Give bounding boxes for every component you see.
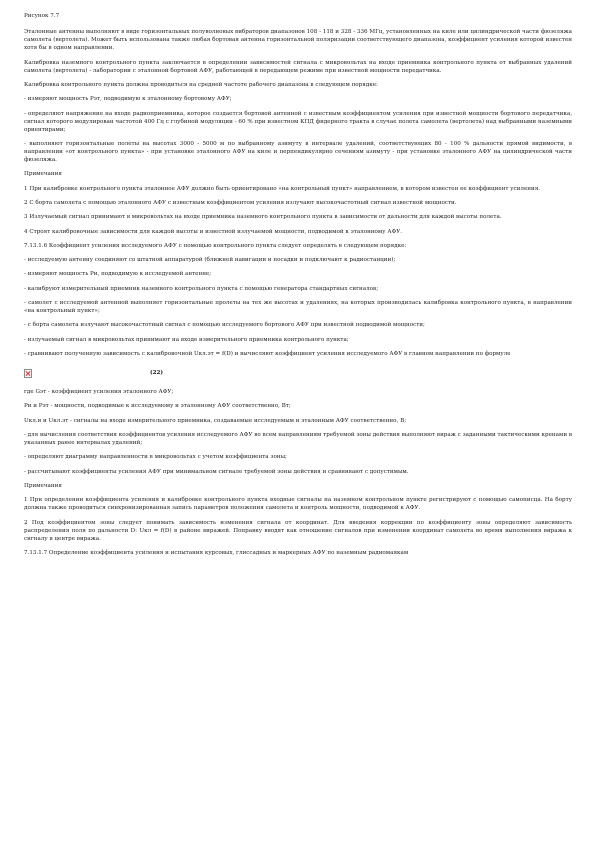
list-item: - определяют напряжение на входе радиоприемника, которое создается бортовой антенной с известным коэффициентом усиления при известной мощности бортового передатчика, сигнал которого модулирован частотой 400 Гц с глубиной модуляции - 60 % при известном КПД фидерного тракта в случае полета самолета (вертолета) над выбранными наземными ориентирами; [24, 110, 572, 133]
list-item: - самолет с исследуемой антенной выполняет горизонтальные пролеты на тех же высотах и удалениях, на которых производилась калибровка контрольного пункта, в направлении «на контрольный пункт»; [24, 299, 572, 315]
definition: Pи и Pэт - мощности, подводимые к исследуемому и эталонному АФУ соответственно, Вт; [24, 403, 291, 410]
list-item: - сравнивают полученную зависимость с калибровочной Uкл.эт = f(D) и вычисляют коэффициент усиления исследуемого АФУ в главном направлении по формуле [24, 350, 511, 357]
figure-caption: Рисунок 7.7 [24, 13, 60, 19]
note-item: 2 С борта самолета с помощью эталонного АФУ с известным коэффициентом усиления излучают высокочастотный сигнал известной мощности. [24, 200, 457, 206]
list-item: - калибруют измерительный приемник наземного контрольного пункта с помощью генератора стандартных сигналов; [24, 285, 379, 292]
note-item: 1 При определении коэффициента усиления и калибровке контрольного пункта входные сигналы на наземном контрольном пункте регистрируют с помощью самописца. На борту должна также проводиться синхронизированная запись параметров положения самолета и контроль мощности, подводимой к АФУ. [24, 497, 572, 512]
paragraph: Калибровка контрольного пункта должна проводиться на средней частоте рабочего диапазона в следующем порядке: [24, 81, 378, 88]
list-item: - излучаемый сигнал в микровольтах принимают на входе измерительного приемника контрольного пункта; [24, 336, 349, 343]
paragraph: Эталонные антенны выполняют в виде горизонтальных полуволновых вибраторов диапазонов 108 - 118 и 328 - 336 МГц, установленных на киле или цилиндрической части фюзеляжа самолета (вертолета). Может быть использована также любая бортовая антенна горизонтальной поляризации соответствующего диапазона, коэффициент усиления которой известен хотя бы в одном направлении. [24, 29, 572, 52]
paragraph: Калибровка наземного контрольного пункта заключается в определении зависимостей сигнала с микровольтах на входе приемника контрольного пункта от выбранных удалений самолета (вертолета) - лаборатории с эталонной бортовой АФУ, работающей в передающем режиме при известной мощности передатчика. [24, 59, 572, 74]
list-item: - измеряют мощность Pэт, подводимую к эталонному бортовому АФУ; [24, 96, 232, 103]
note-item: 1 При калибровке контрольного пункта эталонное АФУ должно быть ориентировано «на контрольный пункт» направлением, в котором известен ее коэффициент усиления. [24, 185, 541, 192]
list-item: - с борта самолета излучают высокочастотный сигнал с помощью исследуемого бортового АФУ при известной подводимой мощности; [24, 322, 425, 329]
notes-heading: Примечания [24, 171, 62, 178]
notes-heading: Примечания [24, 482, 62, 489]
list-item: - исследуемую антенну соединяют со штатной аппаратурой (ближней навигации и посадки и подключают к радиостанции); [24, 257, 396, 264]
formula-row [24, 364, 572, 382]
list-item: - рассчитывают коэффициенты усиления АФУ при минимальном сигнале требуемой зоны действия и сравнивают с допустимым. [24, 468, 409, 475]
broken-image-icon [24, 369, 32, 378]
section-paragraph: 7.13.1.7 Определение коэффициента усиления и испытания курсовых, глиссадных и маркерных АФУ по наземным радиомаякам [24, 550, 409, 557]
definition: где Gэт - коэффициент усиления эталонного АФУ; [24, 389, 174, 396]
equation-number: (22) [150, 370, 164, 377]
note-item: 3 Излучаемый сигнал принимают в микровольтах на входе приемника наземного контрольного пункта в зависимости от дальности для каждой высоты полета. [24, 214, 502, 221]
list-item: - определяют диаграмму направленности в микровольтах с учетом коэффициента зоны; [24, 454, 287, 461]
document-page [24, 12, 572, 563]
note-item: 2 Под коэффициентом зоны следует понимать зависимость изменения сигнала от координат. Для введения коррекции по коэффициенту зоны определяют зависимость распределения поля по дальности D: Uкл = f(D) в районе виражей. Поправку вводят как отношение сигналов при изменении координат самолета во время выполнения виража к сигналу в центре виража. [24, 519, 572, 542]
note-item: 4 Строят калибровочные зависимости для каждой высоты и известной излучаемой мощности, подводимой к эталонному АФУ. [24, 228, 403, 235]
definition: Uкл.и и Uкл.эт - сигналы на входе измерительного приемника, создаваемые исследуемым и эталонным АФУ соответственно, В; [24, 417, 407, 424]
list-item: - для вычисления соответствия коэффициентов усиления исследуемого АФУ во всем направлениям требуемой зоны действия выполняют вираж с заданными тактическими кренами в указанных ранее интервалах удалений; [24, 432, 572, 447]
list-item: - измеряют мощность Pи, подводимую к исследуемой антенне; [24, 271, 212, 278]
list-item: - выполняют горизонтальные полеты на высотах 3000 - 5000 м по выбранному азимуту в интервале удалений, соответствующих 80 - 100 % дальности прямой видимости, в направлении «от контрольного пункта» - при установке эталонного АФУ на киле и перпендикулярно сечениям азимуту - при установке эталонного АФУ на цилиндрической части фюзеляжа. [24, 140, 572, 164]
section-paragraph: 7.13.1.6 Коэффициент усиления исследуемого АФУ с помощью контрольного пункта следует определять в следующем порядке: [24, 242, 407, 249]
